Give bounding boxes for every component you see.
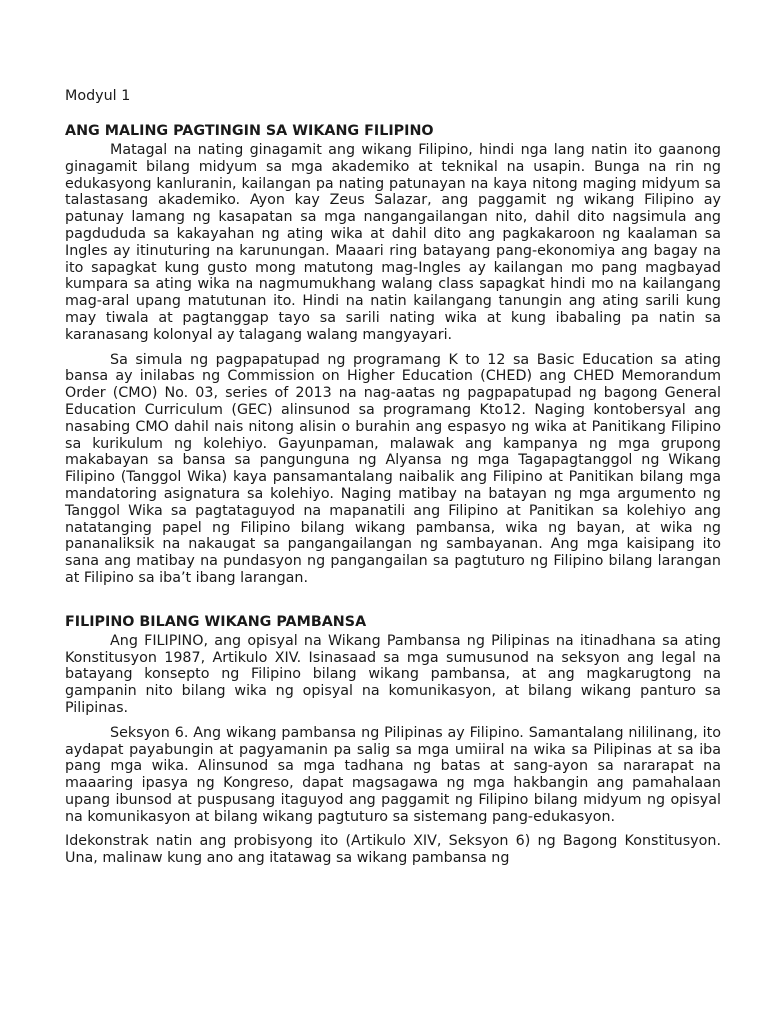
paragraph: Matagal na nating ginagamit ang wikang Filipino, hindi nga lang natin ito gaanong ginagamit bilang midyum sa mga akademiko at teknikal na usapin. Bunga na rin ng edukasyong kanluranin, kailangan pa nating patunayan na kaya nitong maging midyum sa talastasang akademiko. Ayon kay Zeus Salazar, ang paggamit ng wikang Filipino ay patunay lamang ng kasapatan sa mga nangangailangan nito, dahil dito nagsimula ang pagdududa sa kakayahan ng ating wika at dahil dito ang pagkakaroon ng kaalaman sa Ingles ay itinuturing na karunungan. Maaari ring batayang pang-ekonomiya ang bagay na ito sapagkat kung gusto mong matutong mag-Ingles ay kailangan mo pang magbayad kumpara sa ating wika na nagmumukhang walang class sapagkat hindi mo na kailangang mag-aral upang matutunan ito. Hindi na natin kailangang tanungin ang ating sarili kung may tiwala at pagtanggap tayo sa sarili nating wika at kung ibabaling pa natin sa karanasang kolonyal ay talagang walang mangyayari. [65,142,721,343]
paragraph: Idekonstrak natin ang probisyong ito (Artikulo XIV, Seksyon 6) ng Bagong Konstitusyon. Una, malinaw kung ano ang itatawag sa wikang pambansa ng [65,833,721,867]
section-heading: ANG MALING PAGTINGIN SA WIKANG FILIPINO [65,123,434,139]
paragraph: Sa simula ng pagpapatupad ng programang K to 12 sa Basic Education sa ating bansa ay inilabas ng Commission on Higher Education (CHED) ang CHED Memorandum Order (CMO) No. 03, series of 2013 na nag-aatas ng pagpapatupad ng bagong General Education Curriculum (GEC) alinsunod sa programang Kto12. Naging kontobersyal ang nasabing CMO dahil nais nitong alisin o burahin ang espasyo ng wika at Panitikang Filipino sa kurikulum ng kolehiyo. Gayunpaman, malawak ang kampanya ng mga grupong makabayan sa bansa sa pangunguna ng Alyansa ng mga Tagapagtanggol ng Wikang Filipino (Tanggol Wika) kaya pansamantalang naibalik ang Filipino at Panitikan bilang mga mandatoring asignatura sa kolehiyo. Naging matibay na batayan ng mga argumento ng Tanggol Wika sa pagtataguyod na mapanatili ang Filipino at Panitikan sa kolehiyo ang natatanging papel ng Filipino bilang wikang pambansa, wika ng bayan, at wika ng pananaliksik na nakaugat sa pangangailangan ng sambayanan. Ang mga kaisipang ito sana ang matibay na pundasyon ng pangangailan sa pagtuturo ng Filipino bilang larangan at Filipino sa iba’t ibang larangan. [65,351,721,586]
document-page [65,86,721,875]
section-wikang-pambansa [65,613,721,867]
paragraph: Ang FILIPINO, ang opisyal na Wikang Pambansa ng Pilipinas na itinadhana sa ating Konstitusyon 1987, Artikulo XIV. Isinasaad sa mga sumusunod na seksyon ang legal na batayang konsepto ng Filipino bilang wikang pambansa, at ang magkarugtong na gampanin nito bilang wika ng opisyal na komunikasyon, at bilang wikang panturo sa Pilipinas. [65,632,721,716]
paragraph: Seksyon 6. Ang wikang pambansa ng Pilipinas ay Filipino. Samantalang nililinang, ito aydapat payabungin at pagyamanin pa salig sa mga umiiral na wika sa Pilipinas at sa iba pang mga wika. Alinsunod sa mga tadhana ng batas at sang-ayon sa nararapat na maaaring ipasya ng Kongreso, dapat magsagawa ng mga hakbangin ang pamahalaan upang ibunsod at puspusang itaguyod ang paggamit ng Filipino bilang midyum ng opisyal na komunikasyon at bilang wikang pagtuturo sa sistemang pang-edukasyon. [65,724,721,825]
section-spacer [65,595,721,613]
section-heading: FILIPINO BILANG WIKANG PAMBANSA [65,613,367,630]
module-label: Modyul 1 [65,88,131,104]
section-maling-pagtingin [65,122,721,587]
